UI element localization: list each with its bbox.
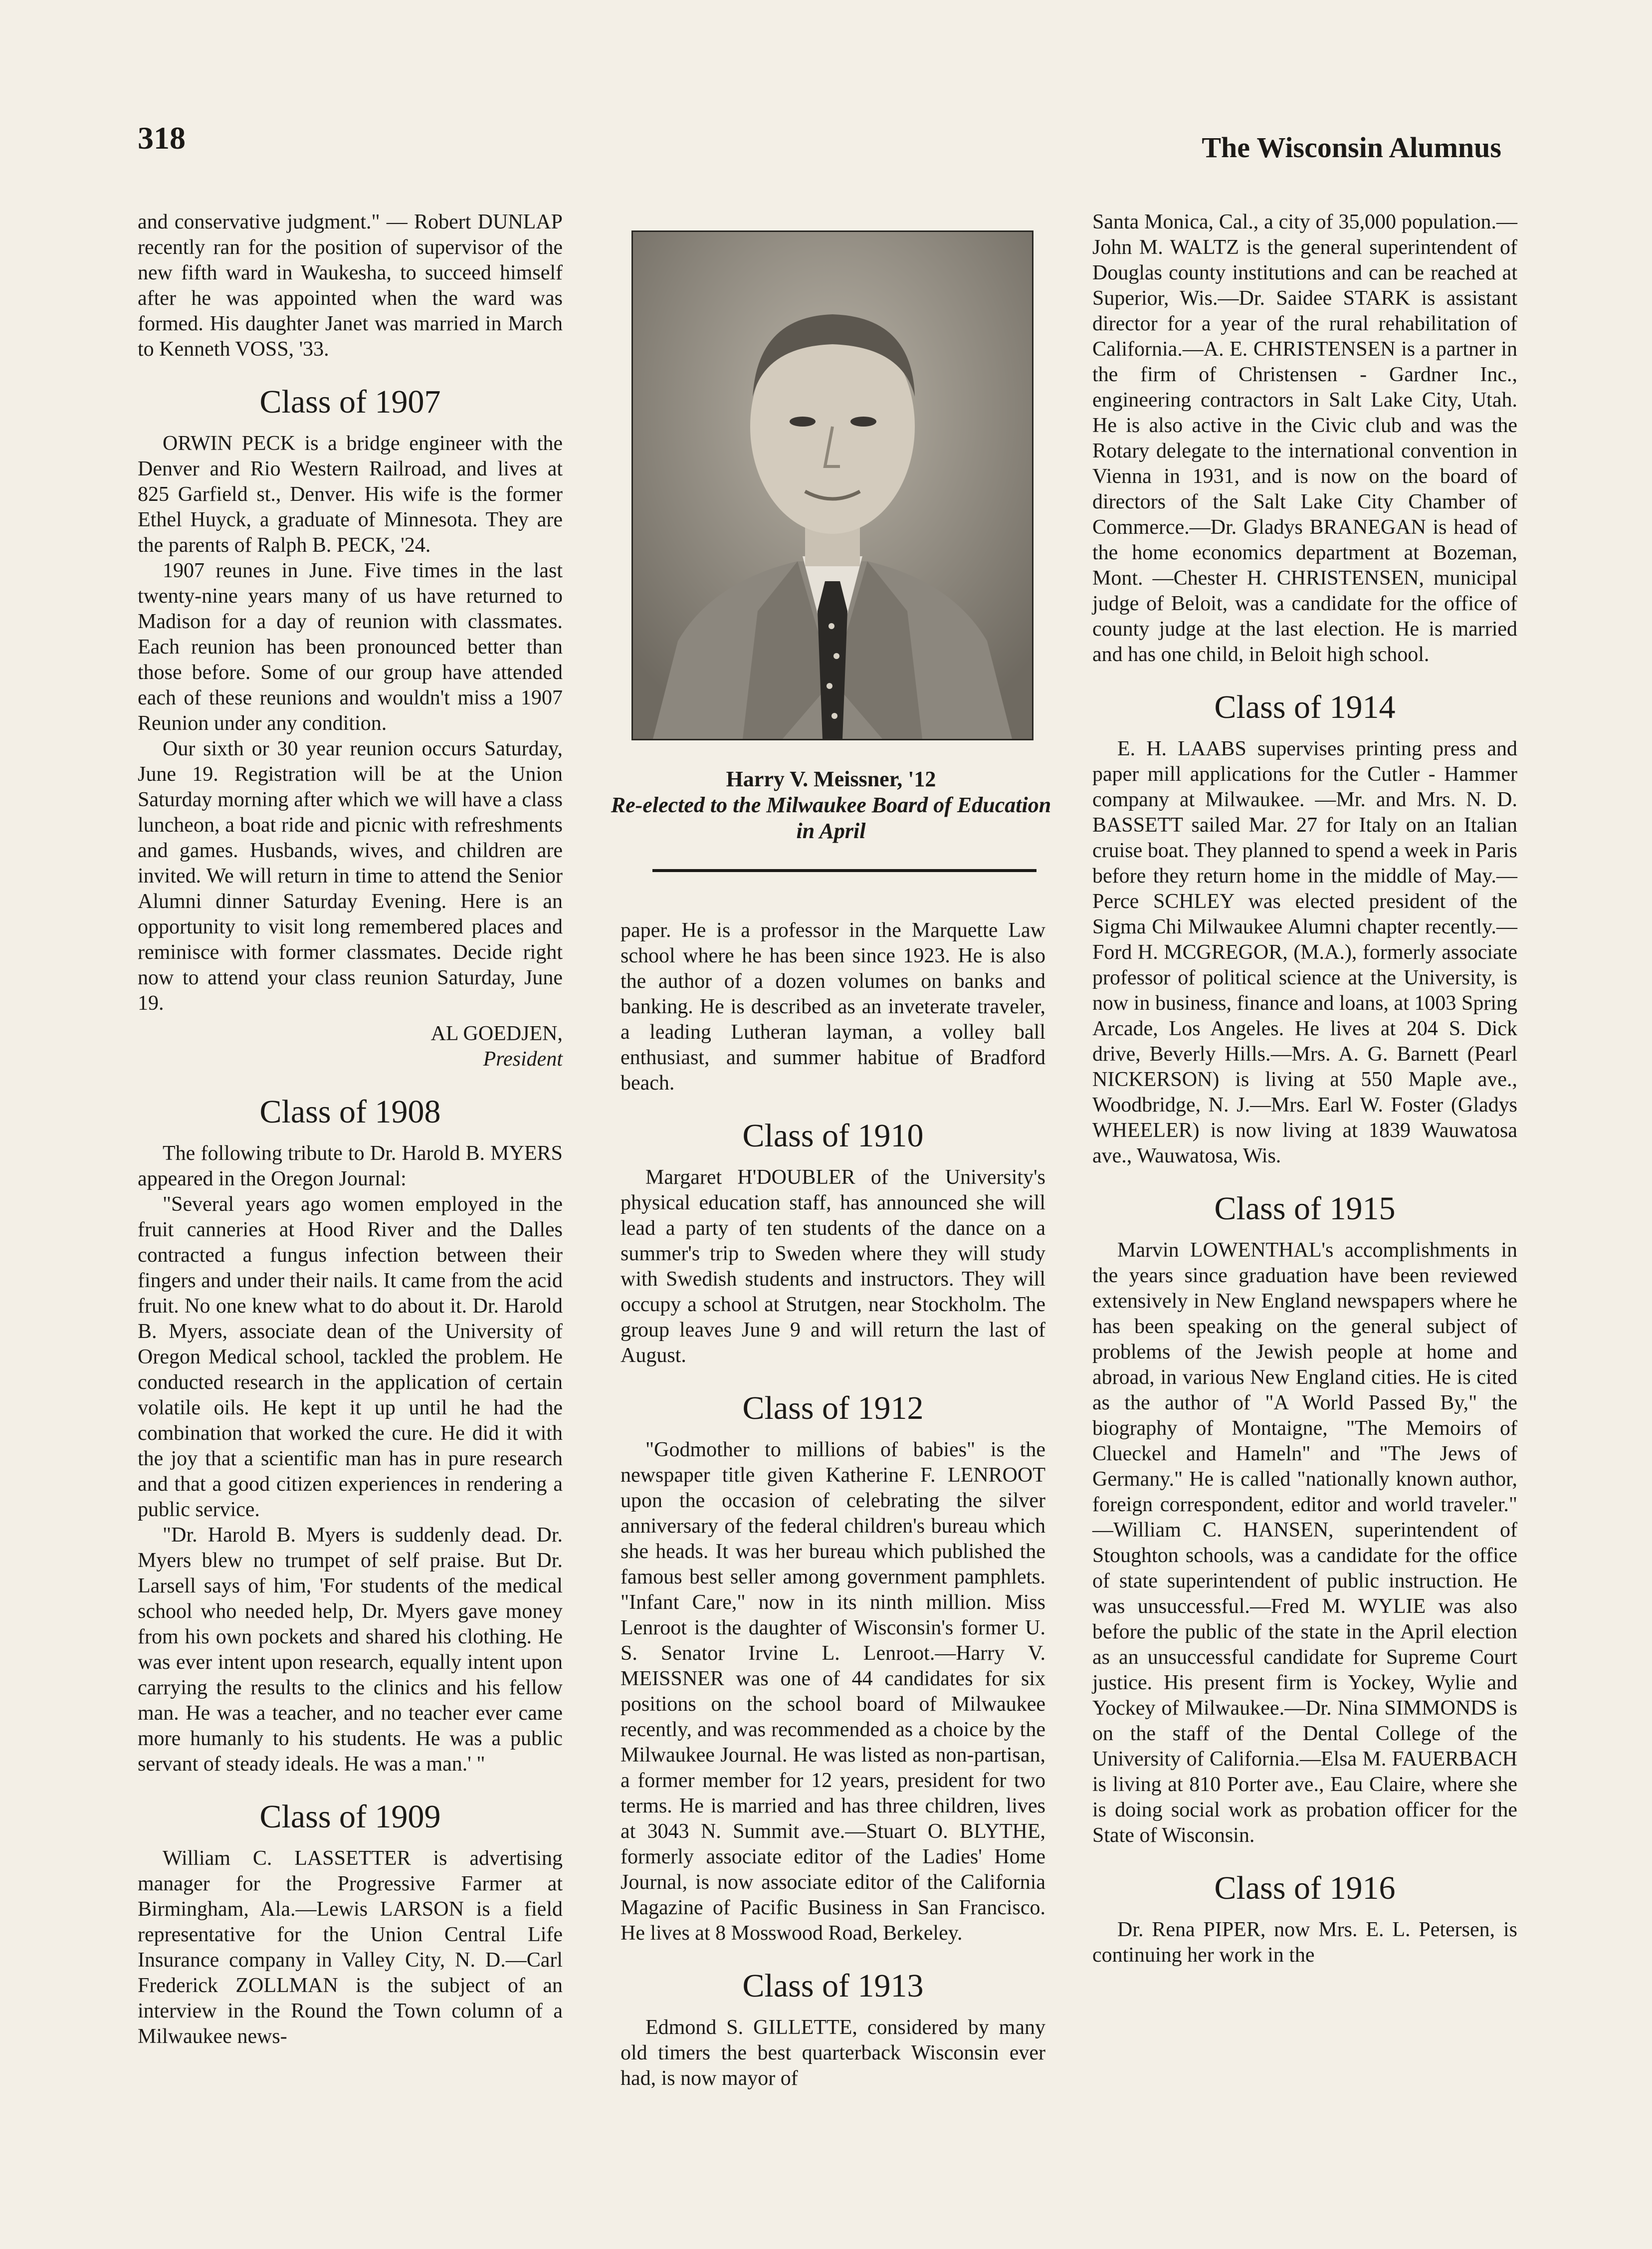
paragraph: William C. LASSETTER is advertising manager for the Progressive Farmer at Birmingham, Ala.—Lewis LARSON is a field representative for the Union Central Life Insurance company in Valley City, N. D.—Carl Frederick ZOLLMAN is the subject of an interview in the Round the Town column of a Milwaukee news- <box>138 1847 563 2048</box>
caption-name: Harry V. Meissner, '12 <box>726 767 936 791</box>
caption-subtitle: Re-elected to the Milwaukee Board of Education in April <box>611 793 1051 843</box>
signature-title: President <box>483 1048 563 1071</box>
heading-class-1907: Class of 1907 <box>259 384 441 420</box>
running-head: The Wisconsin Alumnus <box>1202 131 1501 164</box>
heading-class-1912: Class of 1912 <box>742 1390 924 1426</box>
column-middle <box>620 918 1045 2091</box>
portrait-photo <box>631 230 1033 740</box>
heading-class-1913: Class of 1913 <box>742 1968 924 2004</box>
paragraph: The following tribute to Dr. Harold B. MYERS appeared in the Oregon Journal: <box>138 1142 563 1190</box>
caption-divider <box>652 869 1036 872</box>
column-left <box>138 210 563 2049</box>
heading-class-1909: Class of 1909 <box>259 1799 441 1835</box>
paragraph: Margaret H'DOUBLER of the University's physical education staff, has announced she will lead a party of ten students of the dance on a summer's trip to Sweden where they will study with Swedish students and instructors. They will occupy a school at Strutgen, near Stockholm. The group leaves June 9 and will return the last of August. <box>620 1166 1045 1367</box>
paragraph: Marvin LOWENTHAL's accomplishments in the years since graduation have been reviewed extensively in New England newspapers where he has been speaking on the general subject of problems of the Jewish people at home and abroad, in various New England cities. He is cited as the author of "A World Passed By," the biography of Montaigne, "The Memoirs of Clueckel and Hameln" and "The Jews of Germany." He is called "nationally known author, foreign correspondent, editor and world traveler." —William C. HANSEN, superintendent of Stoughton schools, was a candidate for the office of state superintendent of public instruction. He was unsuccessful.—Fred M. WYLIE was also before the public of the state in the April election as an unsuccessful candidate for Supreme Court justice. His present firm is Yockey, Wylie and Yockey of Milwaukee.—Dr. Nina SIMMONDS is on the staff of the Dental College of the University of California.—Elsa M. FAUERBACH is living at 810 Porter ave., Eau Claire, where she is doing social work as probation officer for the State of Wisconsin. <box>1092 1239 1517 1847</box>
heading-class-1914: Class of 1914 <box>1214 689 1396 725</box>
photo-caption <box>606 766 1056 844</box>
page-number: 318 <box>138 120 186 156</box>
portrait-icon <box>633 232 1032 739</box>
heading-class-1908: Class of 1908 <box>259 1094 441 1130</box>
intro-paragraph: and conservative judgment." — Robert DUNLAP recently ran for the position of supervisor of the new fifth ward in Waukesha, to succeed himself after he was appointed when the ward was formed. His daughter Janet was married in March to Kenneth VOSS, '33. <box>138 211 563 361</box>
heading-class-1910: Class of 1910 <box>742 1118 924 1154</box>
paragraph: "Dr. Harold B. Myers is suddenly dead. Dr. Myers blew no trumpet of self praise. But Dr. Larsell says of him, 'For students of the medical school who needed help, Dr. Myers gave money from his own pockets and shared his clothing. He was ever intent upon research, equally intent upon carrying the results to the clinics and his fellow man. He was a teacher, and no teacher ever came more humanly to his students. He was a public servant of steady ideals. He was a man.' " <box>138 1524 563 1776</box>
paragraph: E. H. LAABS supervises printing press and paper mill applications for the Cutler - Hammer company at Milwaukee. —Mr. and Mrs. N. D. BASSETT sailed Mar. 27 for Italy on an Italian cruise boat. They planned to spend a week in Paris before they return home in the middle of May.—Perce SCHLEY was elected president of the Sigma Chi Milwaukee Alumni chapter recently.—Ford H. MCGREGOR, (M.A.), formerly associate professor of political science at the University, is now in business, finance and loans, at 1003 Spring Arcade, Los Angeles. He lives at 204 S. Dick drive, Beverly Hills.—Mrs. A. G. Barnett (Pearl NICKERSON) is living at 550 Maple ave., Woodbridge, N. J.—Mrs. Earl W. Foster (Gladys WHEELER) is now living at 1839 Wauwatosa ave., Wauwatosa, Wis. <box>1092 737 1517 1167</box>
paragraph: paper. He is a professor in the Marquette Law school where he has been since 1923. He is also the author of a dozen volumes on banks and banking. He is described as an inveterate traveler, a leading Lutheran layman, a volley ball enthusiast, and summer habitue of Bradford beach. <box>620 919 1045 1095</box>
column-right <box>1092 210 1517 1968</box>
paragraph: Edmond S. GILLETTE, considered by many old timers the best quarterback Wisconsin ever had, is now mayor of <box>620 2016 1045 2090</box>
paragraph: "Several years ago women employed in the fruit canneries at Hood River and the Dalles contracted a fungus infection between their fingers and under their nails. It came from the acid fruit. No one knew what to do about it. Dr. Harold B. Myers, associate dean of the University of Oregon Medical school, tackled the problem. He conducted research in the application of certain volatile oils. He kept it up until he had the combination that worked the cure. He did it with the joy that a scientific man has in pure research and that a good citizen experiences in rendering a public service. <box>138 1193 563 1521</box>
paragraph: "Godmother to millions of babies" is the newspaper title given Katherine F. LENROOT upon the occasion of celebrating the silver anniversary of the federal children's bureau which she heads. It was her bureau which published the famous best seller among government pamphlets. "Infant Care," now in its ninth million. Miss Lenroot is the daughter of Wisconsin's former U. S. Senator Irvine L. Lenroot.—Harry V. MEISSNER was one of 44 candidates for six positions on the school board of Milwaukee recently, and was recommended as a choice by the Milwaukee Journal. He was listed as non-partisan, a former member for 12 years, president for two terms. He is married and has three children, lives at 3043 N. Summit ave.—Stuart O. BLYTHE, formerly associate editor of the Ladies' Home Journal, is now associate editor of the California Magazine of Pacific Business in San Francisco. He lives at 8 Mosswood Road, Berkeley. <box>620 1438 1045 1945</box>
paragraph: ORWIN PECK is a bridge engineer with the Denver and Rio Western Railroad, and lives at 825 Garfield st., Denver. His wife is the former Ethel Huyck, a graduate of Minnesota. They are the parents of Ralph B. PECK, '24. <box>138 432 563 557</box>
paragraph: Dr. Rena PIPER, now Mrs. E. L. Petersen, is continuing her work in the <box>1092 1918 1517 1967</box>
heading-class-1915: Class of 1915 <box>1214 1190 1396 1227</box>
paragraph: Santa Monica, Cal., a city of 35,000 population.—John M. WALTZ is the general superintendent of Douglas county institutions and can be reached at Superior, Wis.—Dr. Saidee STARK is assistant director for a year of the rural rehabilitation of California.—A. E. CHRISTENSEN is a partner in the firm of Christensen - Gardner Inc., engineering contractors in Salt Lake City, Utah. He is also active in the Civic club and was the Rotary delegate to the international convention in Vienna in 1931, and is now on the board of directors of the Salt Lake City Chamber of Commerce.—Dr. Gladys BRANEGAN is head of the home economics department at Bozeman, Mont. —Chester H. CHRISTENSEN, municipal judge of Beloit, was a candidate for the office of county judge at the last election. He is married and has one child, in Beloit high school. <box>1092 211 1517 666</box>
paragraph: Our sixth or 30 year reunion occurs Saturday, June 19. Registration will be at the Union Saturday morning after which we will have a class luncheon, a boat ride and picnic with refreshments and games. Husbands, wives, and children are invited. We will return in time to attend the Senior Alumni dinner Saturday Evening. Here is an opportunity to visit long remembered places and reminisce with former classmates. Decide right now to attend your class reunion Saturday, June 19. <box>138 737 563 1015</box>
heading-class-1916: Class of 1916 <box>1214 1870 1396 1906</box>
signature <box>138 1021 563 1072</box>
paragraph: 1907 reunes in June. Five times in the last twenty-nine years many of us have returned to Madison for a day of reunion with classmates. Each reunion has been pronounced better than those before. Some of our group have attended each of these reunions and wouldn't miss a 1907 Reunion under any condition. <box>138 559 563 735</box>
signature-name: AL GOEDJEN, <box>430 1022 563 1045</box>
